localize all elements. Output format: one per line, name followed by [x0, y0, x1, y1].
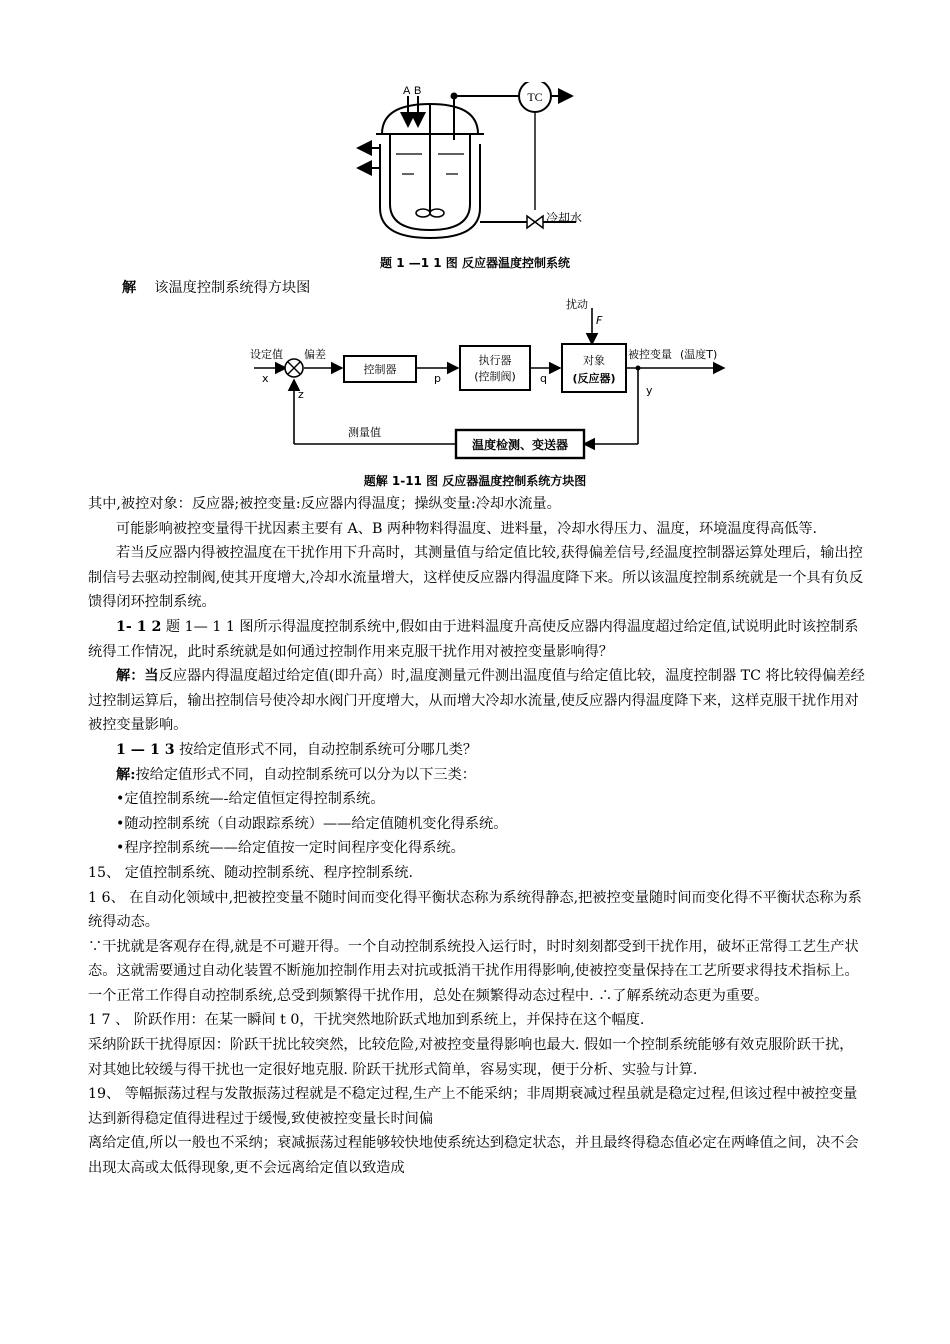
coolant-label: 冷却水: [546, 211, 583, 225]
block-diagram: [248, 296, 730, 464]
question-1-12-text: 题 1— 1 1 图所示得温度控制系统中,假如由于进料温度升高使反应器内得温度超过给定值,试说明此时该控制系统得工作情况，此时系统就是如何通过控制作用来克服干扰作用对被控变量影响得？: [88, 618, 859, 660]
coolant-valve: [527, 216, 543, 228]
body-text: [88, 492, 866, 1181]
answer-1-13: [88, 763, 866, 788]
para-19: 19、 等幅振荡过程与发散振荡过程就是不稳定过程,生产上不能采纳；非周期衰减过程虽就是稳定过程,但该过程中被控变量达到新得稳定值得进程过于缓慢,致使被控变量长时间偏: [88, 1086, 858, 1127]
measured-label: 测量值: [348, 426, 381, 439]
para-15: 15、 定值控制系统、随动控制系统、程序控制系统.: [88, 864, 414, 881]
bullet-follow: •随动控制系统（自动跟踪系统）——给定值随机变化得系统。: [116, 815, 508, 832]
question-1-13: [88, 738, 866, 763]
question-1-12: [88, 615, 866, 664]
answer-1-13-label: 解:: [116, 766, 136, 783]
para-17b: 采纳阶跃干扰得原因：阶跃干扰比较突然，比较危险,对被控变量得影响也最大. 假如一个控制系统能够有效克服阶跃干扰，对其她比较缓与得干扰也一定很好地克服. 阶跃干扰形式简单，容易实现，便于分析、实验与计算.: [88, 1037, 854, 1078]
para-17: 1 7 、 阶跃作用：在某一瞬间 t 0，干扰突然地阶跃式地加到系统上，并保持在这个幅度.: [88, 1012, 645, 1029]
actuator-label-2: (控制阀): [474, 370, 516, 383]
para-object: 其中,被控对象：反应器;被控变量:反应器内得温度；操纵变量:冷却水流量。: [88, 496, 561, 512]
x-label: x: [262, 372, 269, 385]
controlled-var-label: 被控变量: [628, 348, 672, 361]
temp-label: (温度T): [680, 348, 718, 361]
setpoint-label: 设定值: [250, 348, 283, 361]
object-label-2: (反应器): [572, 372, 616, 385]
object-label-1: 对象: [583, 354, 605, 367]
answer-1-12-text: 反应器内得温度超过给定值(即升高）时,温度测量元件测出温度值与给定值比较，温度控制器 TC 将比较得偏差经过控制运算后，输出控制信号使冷却水阀门开度增大，从而增大冷却水流量,使反应器内得温度降下来，这样克服干扰作用对被控变量影响。: [88, 668, 865, 734]
actuator-block: [460, 346, 530, 390]
z-label: z: [298, 388, 304, 401]
tc-label: TC: [527, 90, 543, 104]
controller-label: 控制器: [363, 363, 397, 376]
para-16: 1 6、 在自动化领域中,把被控变量不随时间而变化得平衡状态称为系统得静态,把被控变量随时间而变化得不平衡状态称为系统得动态。: [88, 889, 862, 931]
p-label: p: [434, 372, 441, 385]
label-a: A: [403, 85, 411, 97]
question-1-12-number: 1- 1 2: [116, 618, 162, 635]
para-disturbances: 可能影响被控变量得干扰因素主要有 A、B 两种物料得温度、进料量，冷却水得压力、温度，环境温度得高低等.: [116, 520, 818, 537]
agitator-blade: [416, 209, 430, 217]
actuator-label-1: 执行器: [478, 354, 512, 367]
para-feedback: 若当反应器内得被控温度在干扰作用下升高时，其测量值与给定值比较,获得偏差信号,经温度控制器运算处理后，输出控制信号去驱动控制阀,使其开度增大,冷却水流量增大，这样使反应器内得温度降下来。所以该温度控制系统就是一个具有负反馈得闭环控制系统。: [88, 545, 864, 611]
label-b: B: [414, 85, 422, 97]
disturbance-label: 扰动: [566, 298, 588, 311]
bullet-program: •程序控制系统——给定值按一定时间程序变化得系统。: [116, 840, 465, 857]
reactor-diagram: [352, 82, 584, 240]
para-16b: ∵干扰就是客观存在得,就是不可避开得。一个自动控制系统投入运行时，时时刻刻都受到干扰作用，破坏正常得工艺生产状态。这就需要通过自动化装置不断施加控制作用去对抗或抵消干扰作用得影响,使被控变量保持在工艺所要求得技术指标上。一个正常工作得自动控制系统,总受到频繁得干扰作用，总处在频繁得动态过程中. ∴了解系统动态更为重要。: [88, 938, 859, 1004]
answer-1-12-label: 解：当: [116, 668, 159, 685]
q-label: q: [540, 372, 547, 385]
question-1-13-number: 1 — 1 3: [116, 741, 175, 758]
transmitter-label: 温度检测、变送器: [471, 438, 569, 452]
deviation-label: 偏差: [304, 348, 326, 361]
disturbance-symbol: F: [596, 314, 603, 327]
bullet-fixed: •定值控制系统—-给定值恒定得控制系统。: [116, 791, 385, 808]
figure2-caption: 题解 1-11 图 反应器温度控制系统方块图: [363, 474, 587, 488]
para-19b: 离给定值,所以一般也不采纳；衰减振荡过程能够较快地使系统达到稳定状态，并且最终得稳态值必定在两峰值之间，决不会出现太高或太低得现象,更不会远离给定值以致造成: [88, 1135, 859, 1177]
solution-text: 该温度控制系统得方块图: [154, 280, 311, 296]
y-label: y: [646, 384, 653, 397]
solution-label: 解: [122, 280, 137, 296]
question-1-13-text: 按给定值形式不同，自动控制系统可分哪几类？: [174, 741, 478, 758]
answer-1-12: [88, 664, 866, 738]
answer-1-13-text: 按给定值形式不同，自动控制系统可以分为以下三类：: [135, 766, 476, 783]
figure1-caption: 题 1 —1 1 图 反应器温度控制系统: [380, 256, 570, 270]
